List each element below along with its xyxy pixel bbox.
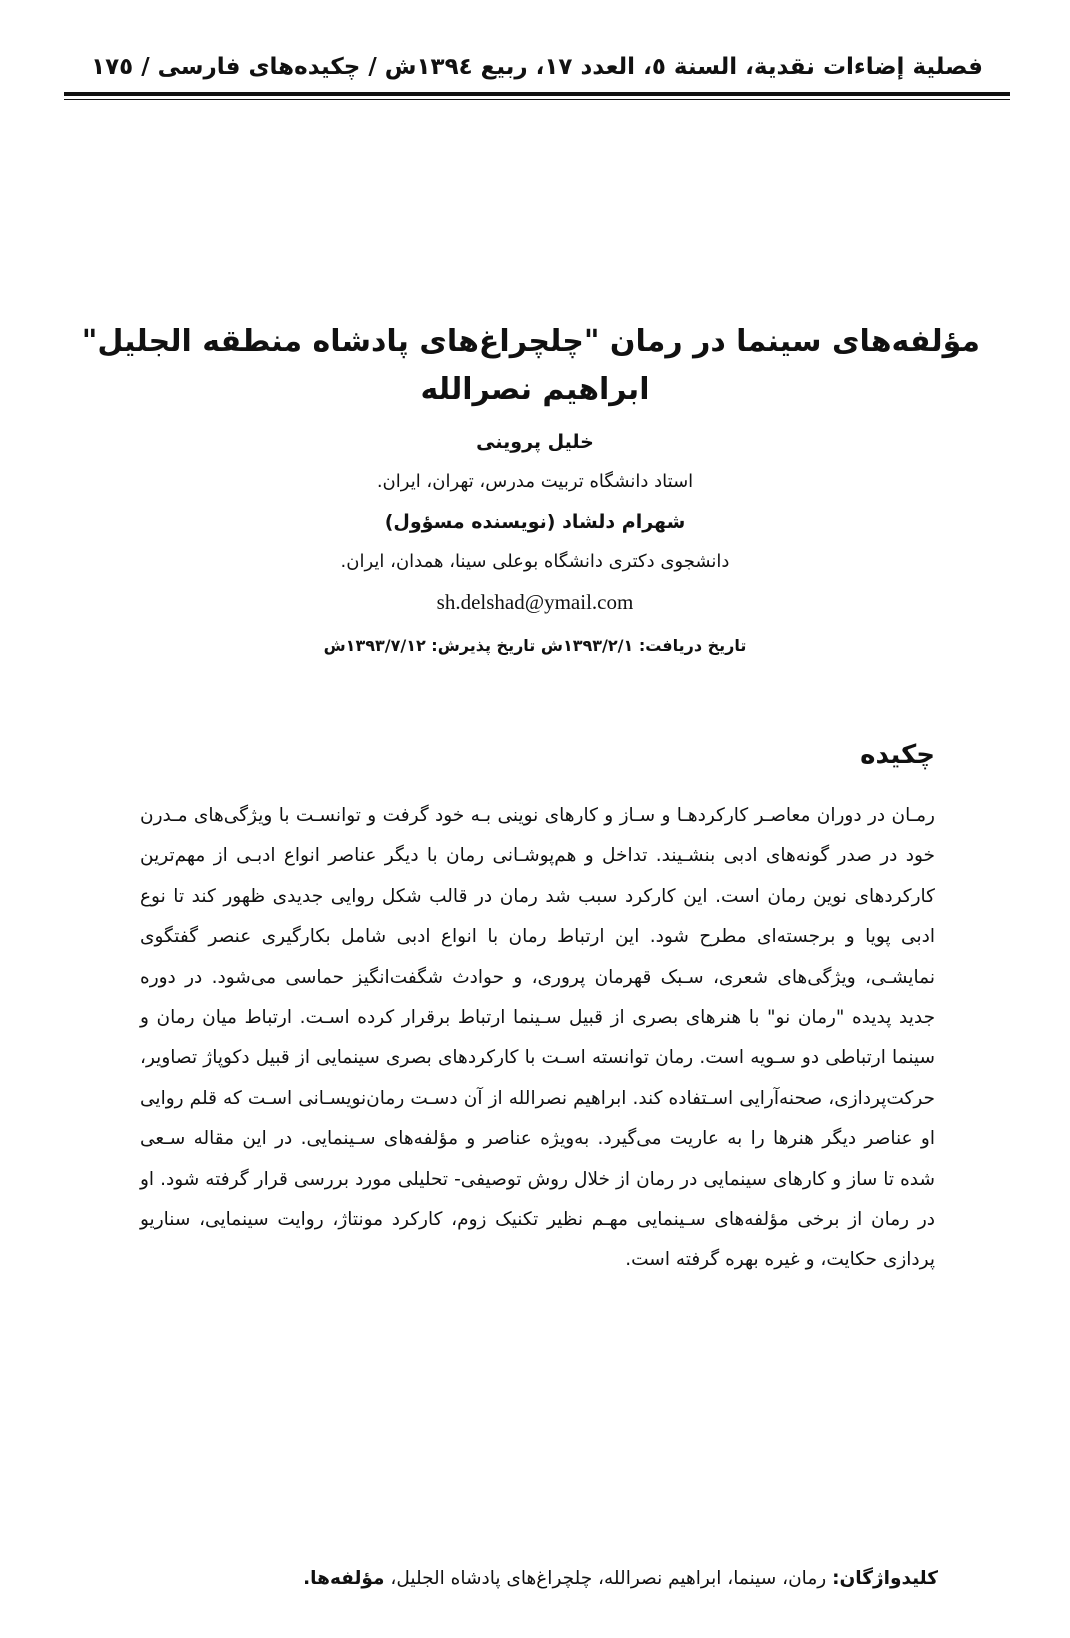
author-email: sh.delshad@ymail.com	[436, 590, 634, 614]
abstract-heading: چکیده	[860, 740, 935, 770]
author-affiliation-2: دانشجوی دکتری دانشگاه بوعلی سینا، همدان، ایران.	[340, 551, 730, 572]
author-affiliation-1: استاد دانشگاه تربیت مدرس، تهران، ایران.	[376, 471, 694, 492]
article-title-subline: ابراهیم نصرالله	[420, 372, 650, 407]
keywords-list: رمان، سینما، ابراهیم نصرالله، چلچراغ‌های پادشاه الجلیل،	[390, 1568, 827, 1589]
running-header	[64, 42, 1010, 92]
author-name-2: شهرام دلشاد (نویسنده مسؤول)	[384, 511, 686, 533]
author-name-1: خلیل پروینی	[476, 431, 594, 453]
article-title: مؤلفه‌های سینما در رمان "چلچراغ‌های پادشاه منطقه الجلیل"	[81, 324, 980, 359]
running-head-text: فصلية إضاءات نقدية، السنة ٥، العدد ١٧، ربيع ١٣٩٤ش / چکیده‌های فارسی / ١٧٥	[91, 54, 983, 80]
keywords-line	[130, 1563, 938, 1595]
keywords-last: مؤلفه‌ها.	[303, 1568, 385, 1589]
header-rule-thick	[64, 92, 1010, 96]
abstract-text: رمـان در دوران معاصـر کارکردهـا و سـاز و کارهای نوینی بـه خود گرفت و توانسـت با ویژگی‌های مـدرن خود در صدر گونه‌های ادبی بنشـیند. تداخل و هم‌پوشـانی رمان با دیگر عناصر انواع ادبـی از مهم‌ترین کارکردهای نوین رمان است. این کارکرد سبب شد رمان در قالب شکل روایی جدیدی ظهور کند تا نوع ادبی پویا و برجسته‌ای مطرح شود. این ارتباط رمان با انواع ادبی شامل بکارگیری عنصر گفتگوی نمایشـی، ویژگی‌های شعری، سـبک قهرمان پروری، و حوادث شگفت‌انگیز حماسی می‌شود. در دوره جدید پدیده "رمان نو" با هنرهای بصری از قبیل سـینما ارتباط برقرار کرده اسـت. ارتباط میان رمان و سینما ارتباطی دو سـویه است. رمان توانسته اسـت با کارکردهای بصری سینمایی از قبیل دکوپاژ تصاویر، حرکت‌پردازی، صحنه‌آرایی اسـتفاده کند. ابراهیم نصرالله از آن دسـت رمان‌نویسـانی اسـت که قلم روایی او عناصر دیگر هنرها را به عاریت می‌گیرد. به‌ویژه عناصر و مؤلفه‌های سـینمایی. در این مقاله سـعی شده تا ساز و کارهای سینمایی در رمان از خلال روش توصیفی- تحلیلی مورد بررسی قرار گرفته شود. او در رمان از برخی مؤلفه‌های سـینمایی مهـم نظیر تکنیک زوم، کارکرد مونتاژ، روایت سینمایی، سناریو پردازی حکایت، و غیره بهره گرفته است.	[140, 805, 935, 1271]
article-title-block	[81, 318, 980, 668]
abstract-body	[140, 796, 935, 1281]
header-rule-thin	[64, 99, 1010, 100]
keywords-label: کلیدواژگان:	[832, 1568, 938, 1589]
article-dates: تاریخ دریافت: ١٣٩٣/٢/١ش تاریخ پذیرش: ١٣٩٣/٧/١٢ش	[323, 636, 747, 655]
